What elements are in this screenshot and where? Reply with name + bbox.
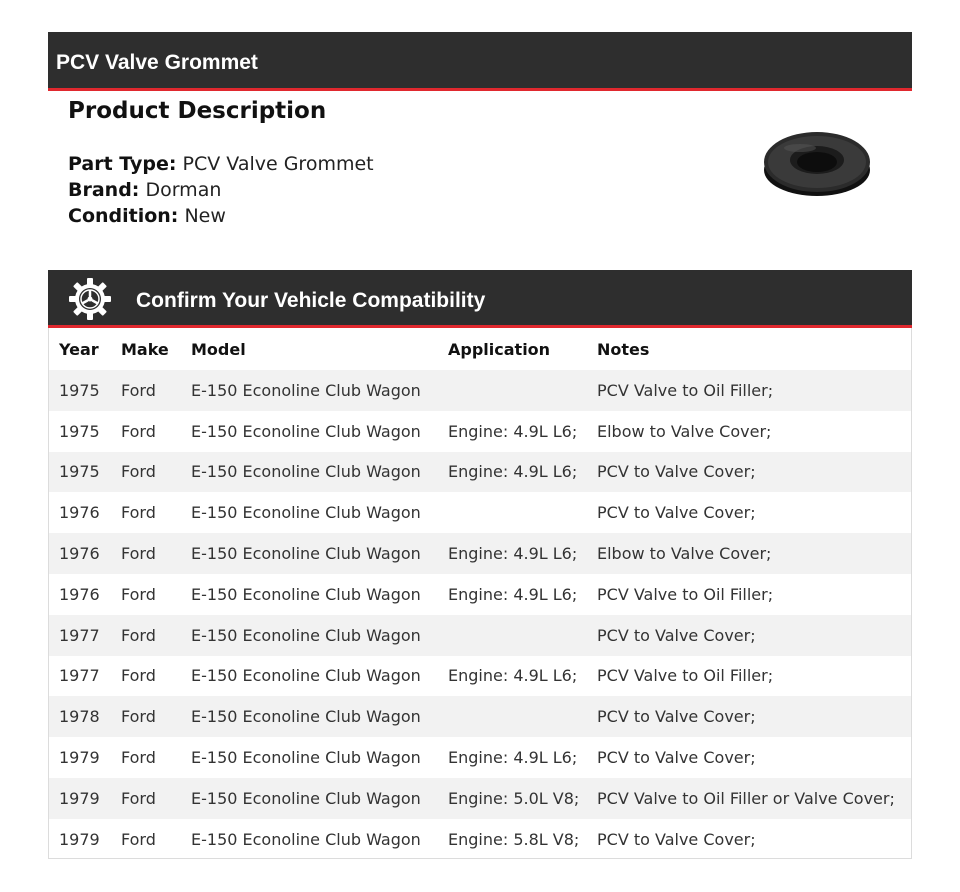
cell-year: 1975 <box>59 380 100 400</box>
table-row <box>49 452 911 493</box>
table-row <box>49 533 911 574</box>
cell-make: Ford <box>121 462 156 482</box>
cell-notes: PCV to Valve Cover; <box>597 462 756 482</box>
cell-make: Ford <box>121 380 156 400</box>
cell-application: Engine: 5.0L V8; <box>448 788 580 808</box>
cell-year: 1978 <box>59 707 100 727</box>
table-row <box>49 819 911 860</box>
gear-icon <box>68 277 112 321</box>
cell-application: Engine: 4.9L L6; <box>448 666 578 686</box>
table-row <box>49 370 911 411</box>
cell-year: 1979 <box>59 829 100 849</box>
cell-make: Ford <box>121 503 156 523</box>
product-description-heading: Product Description <box>68 98 327 124</box>
cell-application <box>448 696 597 737</box>
cell-make: Ford <box>121 421 156 441</box>
column-header-application: Application <box>448 339 551 359</box>
cell-make: Ford <box>121 788 156 808</box>
cell-model: E-150 Econoline Club Wagon <box>191 462 421 482</box>
cell-year: 1975 <box>59 462 100 482</box>
compatibility-bar <box>48 270 912 328</box>
compatibility-table-container <box>48 328 912 859</box>
brand-value: Dorman <box>145 179 222 201</box>
cell-notes: PCV to Valve Cover; <box>597 829 756 849</box>
cell-model: E-150 Econoline Club Wagon <box>191 421 421 441</box>
cell-year: 1979 <box>59 748 100 768</box>
brand-label: Brand: <box>68 179 140 201</box>
cell-application: Engine: 5.8L V8; <box>448 829 580 849</box>
cell-application: Engine: 4.9L L6; <box>448 584 578 604</box>
cell-model: E-150 Econoline Club Wagon <box>191 503 421 523</box>
cell-make: Ford <box>121 625 156 645</box>
cell-model: E-150 Econoline Club Wagon <box>191 544 421 564</box>
brand-row <box>68 178 221 202</box>
cell-notes: PCV to Valve Cover; <box>597 625 756 645</box>
cell-notes: PCV to Valve Cover; <box>597 707 756 727</box>
cell-model: E-150 Econoline Club Wagon <box>191 788 421 808</box>
page-title: PCV Valve Grommet <box>56 51 258 74</box>
column-header-model: Model <box>191 339 246 359</box>
part-type-value: PCV Valve Grommet <box>182 153 374 175</box>
table-row <box>49 737 911 778</box>
cell-make: Ford <box>121 544 156 564</box>
table-row <box>49 696 911 737</box>
cell-year: 1977 <box>59 666 100 686</box>
table-row <box>49 411 911 452</box>
cell-notes: PCV Valve to Oil Filler; <box>597 380 774 400</box>
cell-model: E-150 Econoline Club Wagon <box>191 829 421 849</box>
cell-application <box>448 492 597 533</box>
cell-application: Engine: 4.9L L6; <box>448 748 578 768</box>
grommet-image <box>760 126 874 200</box>
part-type-label: Part Type: <box>68 153 177 175</box>
cell-year: 1979 <box>59 788 100 808</box>
compatibility-title: Confirm Your Vehicle Compatibility <box>136 289 486 312</box>
compatibility-table <box>49 328 911 860</box>
cell-year: 1975 <box>59 421 100 441</box>
cell-model: E-150 Econoline Club Wagon <box>191 380 421 400</box>
cell-model: E-150 Econoline Club Wagon <box>191 625 421 645</box>
table-row <box>49 778 911 819</box>
table-header-row <box>49 328 911 370</box>
cell-application <box>448 615 597 656</box>
cell-model: E-150 Econoline Club Wagon <box>191 584 421 604</box>
cell-notes: Elbow to Valve Cover; <box>597 421 772 441</box>
cell-year: 1976 <box>59 584 100 604</box>
cell-notes: Elbow to Valve Cover; <box>597 544 772 564</box>
cell-make: Ford <box>121 829 156 849</box>
cell-notes: PCV to Valve Cover; <box>597 748 756 768</box>
cell-notes: PCV Valve to Oil Filler; <box>597 584 774 604</box>
cell-model: E-150 Econoline Club Wagon <box>191 707 421 727</box>
cell-notes: PCV to Valve Cover; <box>597 503 756 523</box>
cell-application: Engine: 4.9L L6; <box>448 544 578 564</box>
cell-application <box>448 370 597 411</box>
cell-make: Ford <box>121 584 156 604</box>
product-title-bar <box>48 32 912 91</box>
cell-make: Ford <box>121 707 156 727</box>
cell-year: 1977 <box>59 625 100 645</box>
cell-application: Engine: 4.9L L6; <box>448 462 578 482</box>
condition-value: New <box>184 205 226 227</box>
cell-year: 1976 <box>59 503 100 523</box>
column-header-make: Make <box>121 339 169 359</box>
table-row <box>49 615 911 656</box>
cell-make: Ford <box>121 748 156 768</box>
condition-row <box>68 204 226 228</box>
condition-label: Condition: <box>68 205 179 227</box>
cell-make: Ford <box>121 666 156 686</box>
cell-model: E-150 Econoline Club Wagon <box>191 748 421 768</box>
cell-year: 1976 <box>59 544 100 564</box>
table-row <box>49 574 911 615</box>
cell-model: E-150 Econoline Club Wagon <box>191 666 421 686</box>
column-header-notes: Notes <box>597 339 650 359</box>
table-row <box>49 492 911 533</box>
cell-notes: PCV Valve to Oil Filler or Valve Cover; <box>597 788 895 808</box>
cell-application: Engine: 4.9L L6; <box>448 421 578 441</box>
cell-notes: PCV Valve to Oil Filler; <box>597 666 774 686</box>
part-type-row <box>68 152 374 176</box>
table-row <box>49 656 911 697</box>
column-header-year: Year <box>59 339 99 359</box>
